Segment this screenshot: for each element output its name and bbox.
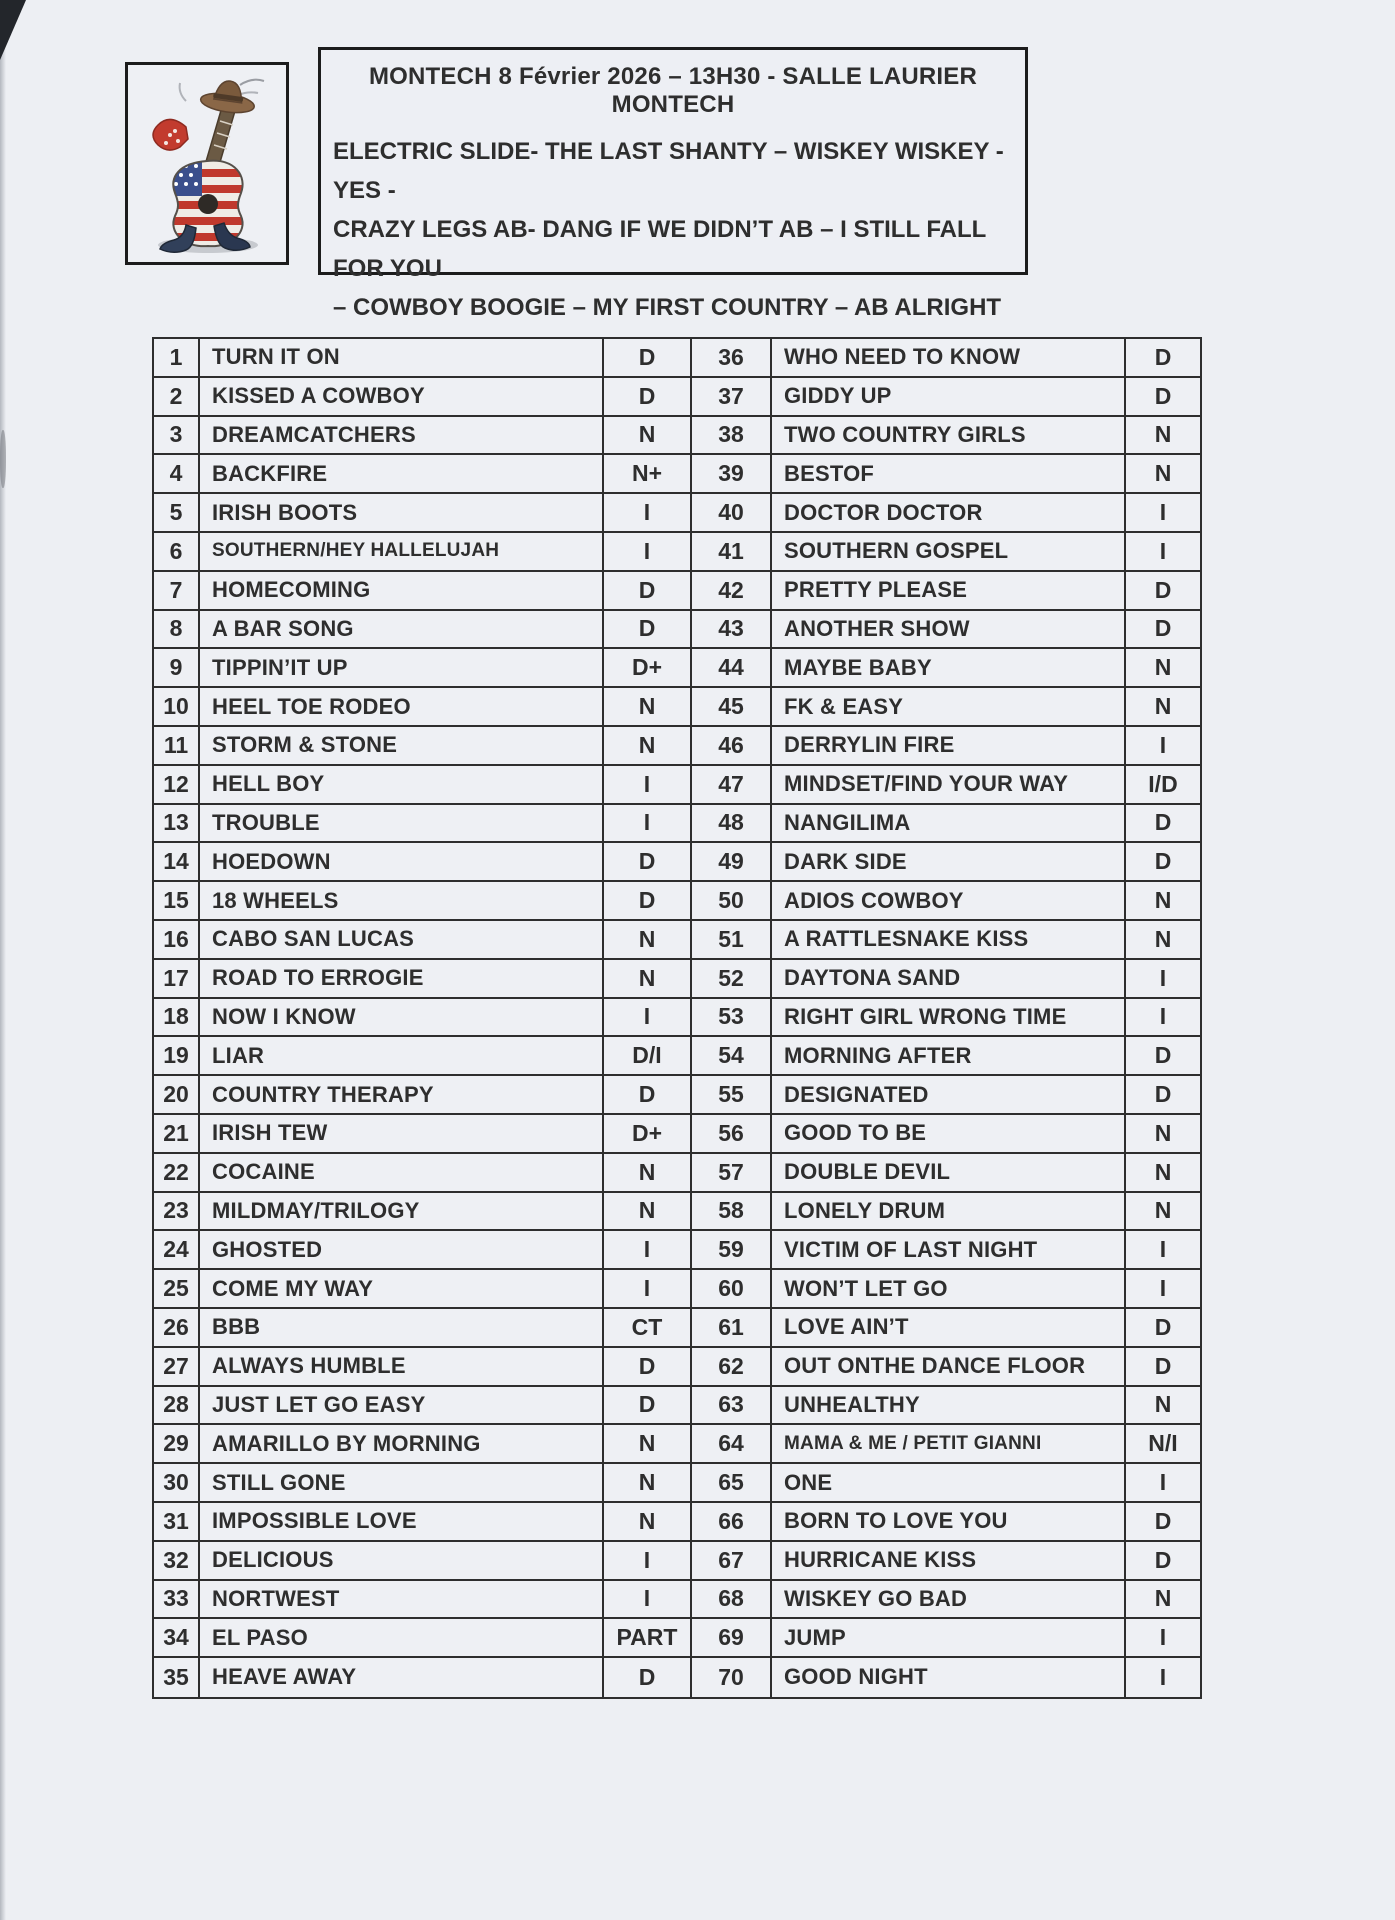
row-number-cell: 10 [154,688,200,727]
level-cell: D [604,1348,690,1387]
row-number-cell: 13 [154,805,200,844]
dance-name-cell: TWO COUNTRY GIRLS [772,417,1126,456]
dance-name-cell: COME MY WAY [200,1270,604,1309]
dance-name-cell: SOUTHERN/HEY HALLELUJAH [200,533,604,572]
level-cell: N [1126,649,1200,688]
level-cell: I [1126,494,1200,533]
dance-name-cell: TROUBLE [200,805,604,844]
scan-artifact [0,430,6,488]
level-cell: N [604,1154,690,1193]
dance-name-cell: GHOSTED [200,1231,604,1270]
level-cell: I [1126,1270,1200,1309]
row-number-cell: 47 [692,766,772,805]
dance-name-cell: COUNTRY THERAPY [200,1076,604,1115]
dance-name-cell: HEAVE AWAY [200,1658,604,1697]
level-cell: I [1126,960,1200,999]
level-cell: I [604,533,690,572]
dance-name-cell: LONELY DRUM [772,1193,1126,1232]
level-cell: D [604,843,690,882]
level-cell: D [1126,611,1200,650]
dance-name-cell: DOUBLE DEVIL [772,1154,1126,1193]
row-number-cell: 36 [692,339,772,378]
level-cell: I [604,805,690,844]
dance-name-cell: GOOD NIGHT [772,1658,1126,1697]
row-number-cell: 14 [154,843,200,882]
row-number-cell: 70 [692,1658,772,1697]
dance-name-cell: IRISH BOOTS [200,494,604,533]
event-header-box [318,47,1028,321]
dance-name-cell: COCAINE [200,1154,604,1193]
level-cell: N [1126,1581,1200,1620]
level-cell: I/D [1126,766,1200,805]
row-number-cell: 28 [154,1387,200,1426]
level-cell: N [604,1503,690,1542]
level-cell: D [1126,843,1200,882]
level-cell: N [1126,688,1200,727]
row-number-cell: 48 [692,805,772,844]
row-number-cell: 68 [692,1581,772,1620]
row-number-cell: 50 [692,882,772,921]
dance-name-cell: TURN IT ON [200,339,604,378]
row-number-cell: 35 [154,1658,200,1697]
row-number-cell: 49 [692,843,772,882]
logo-box [125,62,289,265]
scan-edge-shadow [0,0,6,1920]
row-number-cell: 54 [692,1037,772,1076]
level-cell: N [604,417,690,456]
playlist-right [692,337,1202,1699]
row-number-cell: 52 [692,960,772,999]
level-cell: I [604,1231,690,1270]
dance-name-cell: BACKFIRE [200,455,604,494]
level-cell: D [1126,1542,1200,1581]
row-number-cell: 25 [154,1270,200,1309]
row-number-cell: 57 [692,1154,772,1193]
dance-name-cell: VICTIM OF LAST NIGHT [772,1231,1126,1270]
row-number-cell: 43 [692,611,772,650]
dance-name-cell: NORTWEST [200,1581,604,1620]
dance-name-cell: DELICIOUS [200,1542,604,1581]
level-cell: I [1126,1464,1200,1503]
level-cell: N [1126,1387,1200,1426]
row-number-cell: 2 [154,378,200,417]
dance-name-cell: WON’T LET GO [772,1270,1126,1309]
scan-corner-artifact [0,0,26,60]
row-number-cell: 15 [154,882,200,921]
row-number-cell: 55 [692,1076,772,1115]
level-cell: D [604,1076,690,1115]
dance-name-cell: MAYBE BABY [772,649,1126,688]
dance-name-cell: STILL GONE [200,1464,604,1503]
row-number-cell: 27 [154,1348,200,1387]
row-number-cell: 62 [692,1348,772,1387]
level-cell: D [1126,805,1200,844]
level-cell: D [1126,1503,1200,1542]
level-cell: N [604,1464,690,1503]
row-number-cell: 69 [692,1619,772,1658]
dance-name-cell: ANOTHER SHOW [772,611,1126,650]
level-cell: D [1126,1348,1200,1387]
dance-name-cell: DAYTONA SAND [772,960,1126,999]
level-cell: PART [604,1619,690,1658]
level-cell: N [604,688,690,727]
dance-name-cell: DOCTOR DOCTOR [772,494,1126,533]
dance-name-cell: ALWAYS HUMBLE [200,1348,604,1387]
row-number-cell: 61 [692,1309,772,1348]
row-number-cell: 1 [154,339,200,378]
level-cell: D [1126,378,1200,417]
level-cell: N [604,727,690,766]
level-cell: D [604,1387,690,1426]
row-number-cell: 21 [154,1115,200,1154]
row-number-cell: 32 [154,1542,200,1581]
level-cell: D [604,611,690,650]
level-cell: N [1126,455,1200,494]
dance-name-cell: UNHEALTHY [772,1387,1126,1426]
dance-name-cell: HOMECOMING [200,572,604,611]
dance-name-cell: CABO SAN LUCAS [200,921,604,960]
dancing-guitar-cowboy-mascot-illustration [128,65,286,262]
dance-name-cell: HOEDOWN [200,843,604,882]
dance-name-cell: LOVE AIN’T [772,1309,1126,1348]
row-number-cell: 23 [154,1193,200,1232]
level-cell: I [1159,1663,1167,1690]
dance-name-cell: IRISH TEW [200,1115,604,1154]
dance-name-cell: ROAD TO ERROGIE [200,960,604,999]
row-number-cell: 8 [154,611,200,650]
level-cell: N [604,1425,690,1464]
dance-name-cell: MORNING AFTER [772,1037,1126,1076]
row-number-cell: 22 [154,1154,200,1193]
dance-name-cell: ONE [772,1464,1126,1503]
level-cell: N/I [1126,1425,1200,1464]
row-number-cell: 38 [692,417,772,456]
level-cell: N [1126,1115,1200,1154]
dance-name-cell: JUMP [772,1619,1126,1658]
dance-name-cell: HURRICANE KISS [772,1542,1126,1581]
level-cell: D [1126,1309,1200,1348]
row-number-cell: 64 [692,1425,772,1464]
level-cell: I [604,999,690,1038]
level-cell: N [1126,921,1200,960]
dance-name-cell: RIGHT GIRL WRONG TIME [772,999,1126,1038]
row-number-cell: 20 [154,1076,200,1115]
level-cell: D [604,882,690,921]
level-cell: D/I [604,1037,690,1076]
dance-name-cell: 18 WHEELS [200,882,604,921]
playlist-left [152,337,692,1699]
row-number-cell: 29 [154,1425,200,1464]
level-cell: I [604,1270,690,1309]
dance-name-cell: OUT ONTHE DANCE FLOOR [772,1348,1126,1387]
dance-name-cell: GIDDY UP [772,378,1126,417]
dance-name-cell: BBB [200,1309,604,1348]
level-cell: D+ [604,1115,690,1154]
dance-name-cell: KISSED A COWBOY [200,378,604,417]
level-cell: D [1126,339,1200,378]
row-number-cell: 37 [692,378,772,417]
dance-name-cell: MINDSET/FIND YOUR WAY [772,766,1126,805]
row-number-cell: 65 [692,1464,772,1503]
program-line: CRAZY LEGS AB- DANG IF WE DIDN’T AB – I STILL FALL FOR YOU [333,216,986,282]
program-lines [333,132,1017,366]
dance-name-cell: LIAR [200,1037,604,1076]
row-number-cell: 34 [154,1619,200,1658]
level-cell: I [604,1581,690,1620]
level-cell: N [604,960,690,999]
row-number-cell: 31 [154,1503,200,1542]
row-number-cell: 4 [154,455,200,494]
row-number-cell: 19 [154,1037,200,1076]
level-cell: D [1126,572,1200,611]
row-number-cell: 6 [154,533,200,572]
level-cell: N [1126,1154,1200,1193]
row-number-cell: 67 [692,1542,772,1581]
row-number-cell: 9 [154,649,200,688]
dance-name-cell: WISKEY GO BAD [772,1581,1126,1620]
row-number-cell: 18 [154,999,200,1038]
level-cell: N [1126,417,1200,456]
dance-name-cell: ADIOS COWBOY [772,882,1126,921]
dance-name-cell: NANGILIMA [772,805,1126,844]
dance-name-cell: TIPPIN’IT UP [200,649,604,688]
playlist-table [152,337,1202,1699]
row-number-cell: 33 [154,1581,200,1620]
level-cell: N [1126,1193,1200,1232]
level-cell: D [604,339,690,378]
dance-name-cell: HELL BOY [200,766,604,805]
dance-name-cell: IMPOSSIBLE LOVE [200,1503,604,1542]
level-cell: I [604,494,690,533]
dance-name-cell: HEEL TOE RODEO [200,688,604,727]
level-cell: I [1126,533,1200,572]
level-cell: D [604,378,690,417]
row-number-cell: 51 [692,921,772,960]
level-cell: I [1126,1619,1200,1658]
level-cell: I [1126,727,1200,766]
row-number-cell: 26 [154,1309,200,1348]
dance-name-cell: NOW I KNOW [200,999,604,1038]
level-cell: D+ [604,649,690,688]
level-cell: I [1126,999,1200,1038]
dance-name-cell: WHO NEED TO KNOW [772,339,1126,378]
dance-name-cell: GOOD TO BE [772,1115,1126,1154]
row-number-cell: 60 [692,1270,772,1309]
level-cell: D [1126,1037,1200,1076]
row-number-cell: 12 [154,766,200,805]
level-cell: I [1126,1231,1200,1270]
row-number-cell: 59 [692,1231,772,1270]
level-cell: N+ [604,455,690,494]
program-line: ELECTRIC SLIDE- THE LAST SHANTY – WISKEY WISKEY - YES - [333,138,1004,204]
row-number-cell: 42 [692,572,772,611]
level-cell: D [604,572,690,611]
dance-name-cell: DREAMCATCHERS [200,417,604,456]
row-number-cell: 41 [692,533,772,572]
level-cell: N [604,1193,690,1232]
row-number-cell: 30 [154,1464,200,1503]
row-number-cell: 66 [692,1503,772,1542]
row-number-cell: 16 [154,921,200,960]
row-number-cell: 56 [692,1115,772,1154]
dance-name-cell: FK & EASY [772,688,1126,727]
dance-name-cell: MAMA & ME / PETIT GIANNI [772,1425,1126,1464]
row-number-cell: 17 [154,960,200,999]
row-number-cell: 46 [692,727,772,766]
row-number-cell: 45 [692,688,772,727]
level-cell: N [1126,882,1200,921]
dance-name-cell: SOUTHERN GOSPEL [772,533,1126,572]
row-number-cell: 53 [692,999,772,1038]
level-cell: D [1126,1076,1200,1115]
level-cell: I [604,766,690,805]
row-number-cell: 44 [692,649,772,688]
dance-name-cell: BORN TO LOVE YOU [772,1503,1126,1542]
row-number-cell: 63 [692,1387,772,1426]
dance-name-cell: STORM & STONE [200,727,604,766]
level-cell: D [638,1663,656,1690]
row-number-cell: 11 [154,727,200,766]
dance-name-cell: A RATTLESNAKE KISS [772,921,1126,960]
dance-name-cell: DARK SIDE [772,843,1126,882]
program-line: – COWBOY BOOGIE – MY FIRST COUNTRY – AB ALRIGHT [333,294,1002,321]
row-number-cell: 58 [692,1193,772,1232]
row-number-cell: 5 [154,494,200,533]
dance-name-cell: BESTOF [772,455,1126,494]
row-number-cell: 39 [692,455,772,494]
dance-name-cell: A BAR SONG [200,611,604,650]
dance-name-cell: DESIGNATED [772,1076,1126,1115]
level-cell: N [604,921,690,960]
dance-name-cell: DERRYLIN FIRE [772,727,1126,766]
event-title: MONTECH 8 Février 2026 – 13H30 - SALLE LAURIER MONTECH [368,63,978,118]
row-number-cell: 3 [154,417,200,456]
row-number-cell: 40 [692,494,772,533]
row-number-cell: 7 [154,572,200,611]
dance-name-cell: JUST LET GO EASY [200,1387,604,1426]
level-cell: I [604,1542,690,1581]
dance-name-cell: PRETTY PLEASE [772,572,1126,611]
dance-name-cell: EL PASO [200,1619,604,1658]
row-number-cell: 24 [154,1231,200,1270]
level-cell: CT [604,1309,690,1348]
dance-name-cell: AMARILLO BY MORNING [200,1425,604,1464]
dance-name-cell: MILDMAY/TRILOGY [200,1193,604,1232]
